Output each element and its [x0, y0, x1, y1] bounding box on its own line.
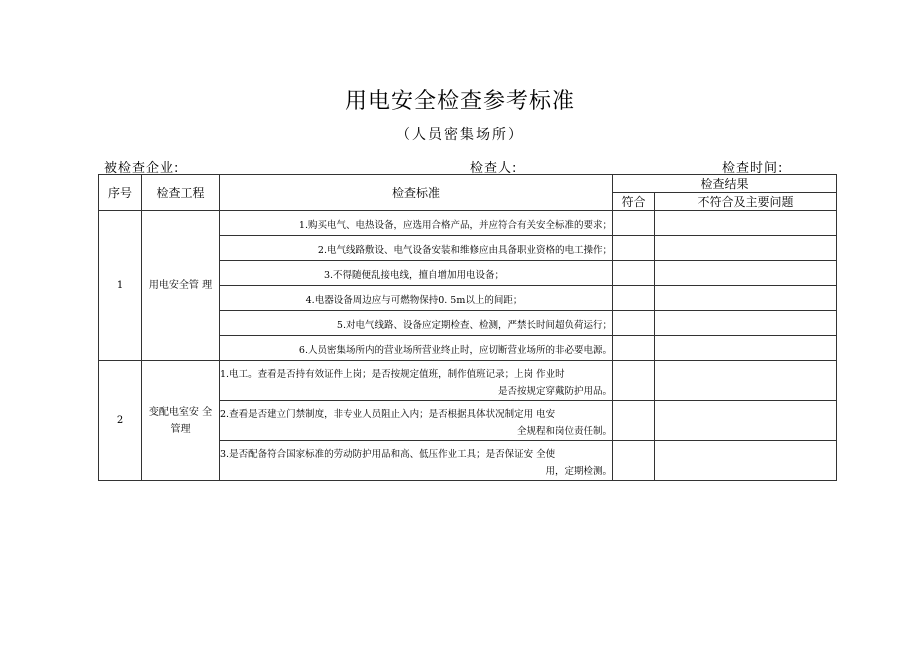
- noncomply-cell[interactable]: [655, 361, 837, 401]
- table-row: [99, 211, 837, 236]
- inspection-table: [98, 174, 837, 481]
- noncomply-cell[interactable]: [655, 286, 837, 311]
- standard-1-3: 3.不得随便乱接电线，擅自增加用电设备；: [220, 261, 613, 286]
- standard-2-2: [220, 401, 613, 441]
- group-2-project-line2: 管理: [170, 423, 191, 435]
- comply-cell[interactable]: [613, 211, 655, 236]
- standard-2-1-line2: 是否按规定穿戴防护用品。: [497, 386, 612, 397]
- comply-cell[interactable]: [613, 236, 655, 261]
- noncomply-cell[interactable]: [655, 311, 837, 336]
- noncomply-cell[interactable]: [655, 236, 837, 261]
- standard-1-6: 6.人员密集场所内的营业场所营业终止时，应切断营业场所的非必要电源。: [220, 336, 613, 361]
- header-standard: 检查标准: [220, 175, 613, 211]
- standard-1-1: 1.购买电气、电热设备，应选用合格产品，并应符合有关安全标准的要求；: [220, 211, 613, 236]
- comply-cell[interactable]: [613, 441, 655, 481]
- noncomply-cell[interactable]: [655, 441, 837, 481]
- standard-2-3-line2: 用，定期检测。: [545, 466, 612, 477]
- standard-2-1-line1: 1.电工。查看是否持有效证件上岗；是否按规定值班，制作值班记录；上岗 作业时: [220, 369, 565, 380]
- group-1-no: 1: [99, 211, 142, 361]
- table-row: [99, 361, 837, 401]
- standard-2-1: [220, 361, 613, 401]
- noncomply-cell[interactable]: [655, 336, 837, 361]
- inspector-label: 检查人:: [470, 161, 518, 176]
- standard-1-2: 2.电气线路敷设、电气设备安装和维修应由具备职业资格的电工操作；: [220, 236, 613, 261]
- standard-2-2-line2: 全规程和岗位责任制。: [516, 426, 612, 437]
- header-result: 检查结果: [613, 175, 837, 193]
- comply-cell[interactable]: [613, 401, 655, 441]
- group-2-project-line1: 变配电室安 全: [148, 406, 213, 418]
- header-project: 检查工程: [142, 175, 220, 211]
- page-subtitle: （人员密集场所）: [396, 127, 524, 143]
- page-title: 用电安全检查参考标准: [344, 89, 575, 114]
- comply-cell[interactable]: [613, 311, 655, 336]
- header-comply: 符合: [613, 193, 655, 211]
- company-label: 被检查企业:: [104, 161, 180, 176]
- comply-cell[interactable]: [613, 286, 655, 311]
- standard-1-4: 4.电器设备周边应与可燃物保持0. 5m以上的间距；: [220, 286, 613, 311]
- inspection-time-label: 检查时间:: [722, 161, 784, 176]
- group-2-no: 2: [99, 361, 142, 481]
- noncomply-cell[interactable]: [655, 261, 837, 286]
- noncomply-cell[interactable]: [655, 401, 837, 441]
- comply-cell[interactable]: [613, 261, 655, 286]
- standard-2-3-line1: 3.是否配备符合国家标准的劳动防护用品和高、低压作业工具；是否保证安 全使: [220, 449, 556, 460]
- header-no: 序号: [99, 175, 142, 211]
- group-2-project: [142, 361, 220, 481]
- standard-2-2-line1: 2.查看是否建立门禁制度，非专业人员阻止入内；是否根据具体状况制定用 电安: [220, 409, 556, 420]
- noncomply-cell[interactable]: [655, 211, 837, 236]
- header-noncomply: 不符合及主要问题: [655, 193, 837, 211]
- group-1-project: 用电安全管 理: [142, 211, 220, 361]
- comply-cell[interactable]: [613, 361, 655, 401]
- comply-cell[interactable]: [613, 336, 655, 361]
- standard-2-3: [220, 441, 613, 481]
- standard-1-5: 5.对电气线路、设备应定期检查、检测，严禁长时间超负荷运行；: [220, 311, 613, 336]
